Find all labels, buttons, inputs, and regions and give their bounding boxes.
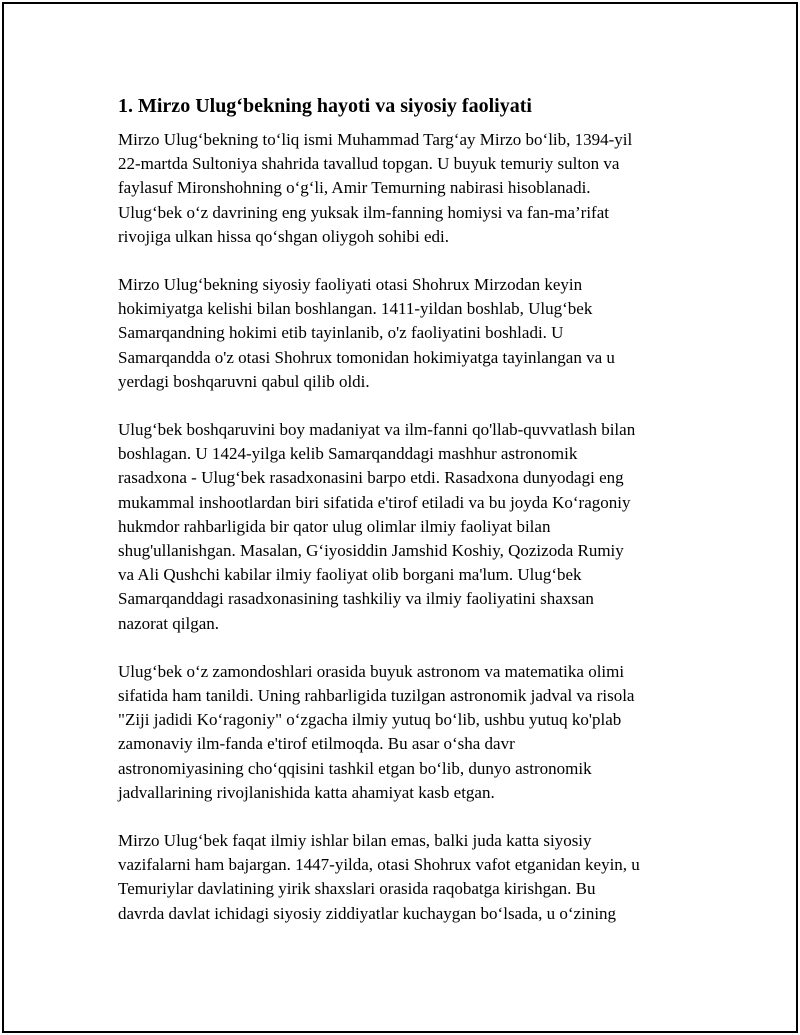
text-line: rivojiga ulkan hissa qo‘shgan oliygoh sohibi edi. [118,226,449,246]
text-line: 22-martda Sultoniya shahrida tavallud topgan. U buyuk temuriy sulton va [118,154,620,174]
text-line: Ulug‘bek o‘z davrining eng yuksak ilm-fanning homiysi va fan-ma’rifat [118,202,609,222]
paragraph-2 [118,273,688,394]
text-line: Ulug‘bek o‘z zamondoshlari orasida buyuk astronom va matematika olimi [118,661,625,681]
text-line: jadvallarining rivojlanishida katta ahamiyat kasb etgan. [118,782,495,802]
text-line: Samarqanddagi rasadxonasining tashkiliy va ilmiy faoliyatini shaxsan [118,589,594,609]
paragraph-5 [118,829,688,926]
paragraph-1 [118,128,688,249]
document-body [118,92,688,950]
text-line: davrda davlat ichidagi siyosiy ziddiyatlar kuchaygan bo‘lsada, u o‘zining [118,903,617,923]
text-line: Samarqandda o'z otasi Shohrux tomonidan hokimiyatga tayinlangan va u [118,347,615,367]
text-line: Mirzo Ulug‘bekning siyosiy faoliyati otasi Shohrux Mirzodan keyin [118,275,583,295]
text-line: Temuriylar davlatining yirik shaxslari orasida raqobatga kirishgan. Bu [118,879,596,899]
text-line: boshlagan. U 1424-yilga kelib Samarqanddagi mashhur astronomik [118,444,578,464]
paragraph-4 [118,660,688,805]
text-line: yerdagi boshqaruvni qabul qilib oldi. [118,371,370,391]
paragraph-3 [118,418,688,636]
text-line: hukmdor rahbarligida bir qator ulug olimlar ilmiy faoliyat bilan [118,516,551,536]
text-line: Mirzo Ulug‘bekning to‘liq ismi Muhammad Targ‘ay Mirzo bo‘lib, 1394-yil [118,130,633,149]
text-line: nazorat qilgan. [118,613,220,633]
text-line: sifatida ham tanildi. Uning rahbarligida tuzilgan astronomik jadval va risola [118,686,635,706]
text-line: shug'ullanishgan. Masalan, G‘iyosiddin Jamshid Koshiy, Qozizoda Rumiy [118,541,624,561]
text-line: rasadxona - Ulug‘bek rasadxonasini barpo etdi. Rasadxona dunyodagi eng [118,468,624,488]
text-line: hokimiyatga kelishi bilan boshlangan. 1411-yildan boshlab, Ulug‘bek [118,299,593,319]
text-line: zamonaviy ilm-fanda e'tirof etilmoqda. Bu asar o‘sha davr [118,734,515,754]
text-line: Samarqandning hokimi etib tayinlanib, o'z faoliyatini boshladi. U [118,323,564,343]
section-heading: 1. Mirzo Ulug‘bekning hayoti va siyosiy faoliyati [118,95,532,117]
text-line: Mirzo Ulug‘bek faqat ilmiy ishlar bilan emas, balki juda katta siyosiy [118,831,592,851]
text-line: va Ali Qushchi kabilar ilmiy faoliyat olib borgani ma'lum. Ulug‘bek [118,565,582,585]
text-line: vazifalarni ham bajargan. 1447-yilda, otasi Shohrux vafot etganidan keyin, u [118,855,640,875]
text-line: Ulug‘bek boshqaruvini boy madaniyat va ilm-fanni qo'llab-quvvatlash bilan [118,420,636,440]
text-line: astronomiyasining cho‘qqisini tashkil etgan bo‘lib, dunyo astronomik [118,758,592,778]
text-line: "Ziji jadidi Ko‘ragoniy" o‘zgacha ilmiy yutuq bo‘lib, ushbu yutuq ko'plab [118,710,622,730]
text-line: faylasuf Mironshohning o‘g‘li, Amir Temurning nabirasi hisoblanadi. [118,178,591,198]
text-line: mukammal inshootlardan biri sifatida e'tirof etiladi va bu joyda Ko‘ragoniy [118,492,631,512]
